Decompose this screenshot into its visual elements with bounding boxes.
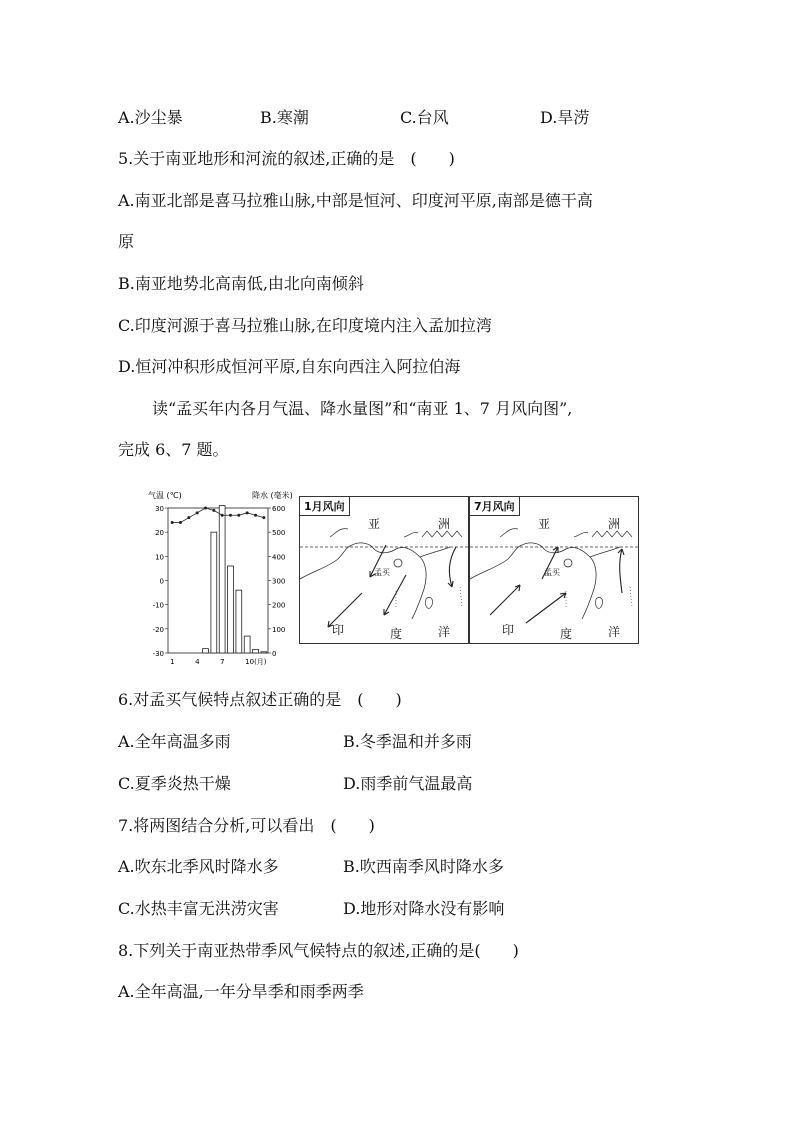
map-jan-zhou-label: 洲 xyxy=(438,517,451,531)
wind-map-jan xyxy=(299,496,469,644)
chart-x-tick-label: 10(月) xyxy=(245,658,267,666)
intro-line2: 完成 6、7 题。 xyxy=(118,440,229,459)
chart-x-tick-label: 1 xyxy=(170,658,175,666)
map-jul-title: 7月风向 xyxy=(470,497,520,516)
q6-option-a: A.全年高温多雨 xyxy=(118,732,231,751)
temperature-point xyxy=(229,514,232,517)
chart-ylabel-right: 降水 (毫米) xyxy=(252,491,293,500)
chart-left-tick-label: 0 xyxy=(159,577,164,586)
temperature-point xyxy=(254,514,257,517)
chart-ylabel-left: 气温 (℃) xyxy=(148,491,182,500)
q5-option-d: D.恒河冲积形成恒河平原,自东向西注入阿拉伯海 xyxy=(118,357,461,376)
map-jul-du-label: 度 xyxy=(560,627,573,641)
temperature-point xyxy=(246,511,249,514)
q5-option-a-line2: 原 xyxy=(118,232,135,251)
chart-right-tick-label: 400 xyxy=(272,553,286,562)
precip-bar xyxy=(244,636,250,653)
q5-option-b: B.南亚地势北高南低,由北向南倾斜 xyxy=(118,274,364,293)
map-jan-yang-label: 洋 xyxy=(438,625,451,639)
q6-stem: 6.对孟买气候特点叙述正确的是 ( ) xyxy=(118,690,402,709)
chart-x-tick-label: 7 xyxy=(220,658,225,666)
q5-option-c: C.印度河源于喜马拉雅山脉,在印度境内注入孟加拉湾 xyxy=(118,316,492,335)
map-jul-yang-label: 洋 xyxy=(608,625,621,639)
precip-bar xyxy=(203,649,209,653)
chart-right-tick-label: 100 xyxy=(272,625,286,634)
precip-bar xyxy=(253,649,259,653)
map-jan-asia-label: 亚 xyxy=(368,517,381,531)
chart-left-tick-label: -10 xyxy=(152,601,164,610)
q7-option-a: A.吹东北季风时降水多 xyxy=(118,857,279,876)
q6-option-b: B.冬季温和并多雨 xyxy=(343,732,472,751)
q7-option-b: B.吹西南季风时降水多 xyxy=(343,857,504,876)
temperature-point xyxy=(212,509,215,512)
chart-right-tick-label: 500 xyxy=(272,529,286,538)
chart-left-tick-label: 30 xyxy=(155,505,164,513)
map-jul-zhou-label: 洲 xyxy=(608,517,621,531)
chart-frame xyxy=(168,508,268,653)
map-jan-city-label: 孟买 xyxy=(374,568,390,577)
temperature-point xyxy=(237,514,240,517)
map-jan-title: 1月风向 xyxy=(300,497,350,516)
temperature-point xyxy=(196,511,199,514)
temperature-point xyxy=(187,516,190,519)
temperature-line xyxy=(172,508,264,523)
precip-bar xyxy=(261,652,267,653)
q4-option-a: A.沙尘暴 xyxy=(118,108,183,127)
temperature-point xyxy=(179,521,182,524)
q8-stem: 8.下列关于南亚热带季风气候特点的叙述,正确的是( ) xyxy=(118,941,519,960)
map-jul-yin-label: 印 xyxy=(502,623,515,637)
climate-chart xyxy=(140,488,300,666)
chart-left-tick-label: -30 xyxy=(152,650,164,658)
map-jan-yin-label: 印 xyxy=(332,623,345,637)
q7-option-c: C.水热丰富无洪涝灾害 xyxy=(118,899,279,918)
temperature-point xyxy=(171,521,174,524)
intro-line1: 读“孟买年内各月气温、降水量图”和“南亚 1、7 月风向图”, xyxy=(152,399,573,418)
map-jul-asia-label: 亚 xyxy=(538,517,551,531)
q6-option-d: D.雨季前气温最高 xyxy=(343,774,473,793)
temperature-point xyxy=(262,516,265,519)
map-jan-du-label: 度 xyxy=(390,627,403,641)
q6-option-c: C.夏季炎热干燥 xyxy=(118,774,231,793)
q4-option-c: C.台风 xyxy=(400,108,449,127)
chart-right-tick-label: 200 xyxy=(272,601,286,610)
chart-left-tick-label: 20 xyxy=(155,529,164,538)
chart-right-tick-label: 0 xyxy=(272,650,277,658)
q8-option-a: A.全年高温,一年分旱季和雨季两季 xyxy=(118,982,364,1001)
temperature-point xyxy=(221,514,224,517)
chart-left-tick-label: -20 xyxy=(152,625,164,634)
q4-option-b: B.寒潮 xyxy=(260,108,309,127)
precip-bar xyxy=(228,566,234,653)
chart-right-tick-label: 600 xyxy=(272,505,286,513)
q4-option-d: D.旱涝 xyxy=(540,108,590,127)
precip-bar xyxy=(211,532,217,653)
precip-bar xyxy=(236,590,242,653)
q5-option-a-line1: A.南亚北部是喜马拉雅山脉,中部是恒河、印度河平原,南部是德干高 xyxy=(118,191,593,210)
precip-bar xyxy=(219,506,225,653)
chart-x-tick-label: 4 xyxy=(195,658,200,666)
temperature-point xyxy=(204,507,207,510)
q5-stem: 5.关于南亚地形和河流的叙述,正确的是 ( ) xyxy=(118,149,455,168)
q7-option-d: D.地形对降水没有影响 xyxy=(343,899,505,918)
q7-stem: 7.将两图结合分析,可以看出 ( ) xyxy=(118,816,375,835)
chart-left-tick-label: 10 xyxy=(155,553,164,562)
chart-right-tick-label: 300 xyxy=(272,577,286,586)
map-jul-city-label: 孟买 xyxy=(544,568,560,577)
wind-map-jul xyxy=(469,496,639,644)
